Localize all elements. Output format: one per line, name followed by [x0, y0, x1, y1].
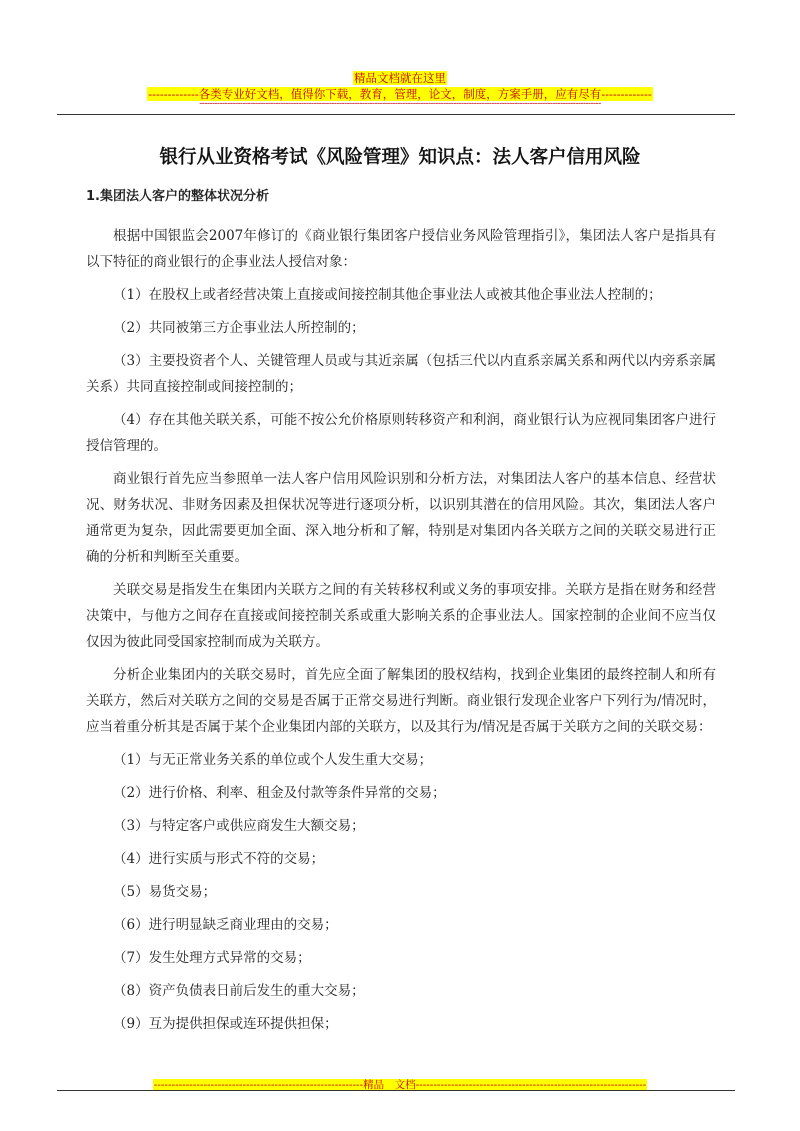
paragraph-criterion-2: （2）共同被第三方企事业法人所控制的； — [113, 320, 365, 336]
header-rule — [57, 114, 735, 115]
list-item: （7）发生处理方式异常的交易； — [113, 950, 311, 966]
paragraph-intro: 根据中国银监会2007年修订的《商业银行集团客户授信业务风险管理指引》，集团法人客户是指具有以下特征的商业银行的企事业法人授信对象： — [86, 228, 716, 270]
list-item: （2）进行价格、利率、租金及付款等条件异常的交易； — [113, 785, 446, 801]
page-title: 银行从业资格考试《风险管理》知识点：法人客户信用风险 — [159, 147, 641, 168]
paragraph-criterion-1: （1）在股权上或者经营决策上直接或间接控制其他企事业法人或被其他企事业法人控制的； — [113, 287, 662, 303]
footer-rule — [57, 1090, 735, 1091]
footer-text: -----------------------------------------------------------精品 文档----------------------------------------------------------------- — [153, 1079, 647, 1091]
list-item: （1）与无正常业务关系的单位或个人发生重大交易； — [113, 752, 433, 768]
section-heading: 1.集团法人客户的整体状况分析 — [86, 189, 269, 204]
header-dashed-line: -------------------------------------------------------------------------------------------------------------------------------------------------------------- — [199, 99, 601, 109]
list-item: （3）与特定客户或供应商发生大额交易； — [113, 818, 365, 834]
header-line-2: -------------各类专业好文档，值得你下载，教育，管理，论文，制度，方案手册，应有尽有------------- — [148, 87, 652, 101]
list-item: （6）进行明显缺乏商业理由的交易； — [113, 917, 338, 933]
paragraph-analysis-method: 分析企业集团内的关联交易时，首先应全面了解集团的股权结构，找到企业集团的最终控制人和所有关联方，然后对关联方之间的交易是否属于正常交易进行判断。商业银行发现企业客户下列行为/情况时，应当着重分析其是否属于某个企业集团内部的关联方，以及其行为/情况是否属于关联方之间的关联交易： — [86, 667, 716, 735]
list-item: （8）资产负债表日前后发生的重大交易； — [113, 983, 365, 999]
paragraph-related-transactions: 关联交易是指发生在集团内关联方之间的有关转移权利或义务的事项安排。关联方是指在财务和经营决策中，与他方之间存在直接或间接控制关系或重大影响关系的企事业法人。国家控制的企业间不应当仅仅因为彼此同受国家控制而成为关联方。 — [86, 582, 716, 650]
header-line-1: 精品文档就在这里 — [354, 71, 446, 85]
paragraph-criterion-4: （4）存在其他关联关系，可能不按公允价格原则转移资产和利润，商业银行认为应视同集团客户进行授信管理的。 — [86, 412, 716, 454]
paragraph-criterion-3: （3）主要投资者个人、关键管理人员或与其近亲属（包括三代以内直系亲属关系和两代以内旁系亲属关系）共同直接控制或间接控制的； — [86, 353, 716, 395]
paragraph-analysis: 商业银行首先应当参照单一法人客户信用风险识别和分析方法，对集团法人客户的基本信息、经营状况、财务状况、非财务因素及担保状况等进行逐项分析，以识别其潜在的信用风险。其次，集团法人客户通常更为复杂，因此需要更加全面、深入地分析和了解，特别是对集团内各关联方之间的关联交易进行正确的分析和判断至关重要。 — [86, 471, 716, 565]
list-item: （4）进行实质与形式不符的交易； — [113, 851, 325, 867]
list-item: （9）互为提供担保或连环提供担保； — [113, 1016, 338, 1032]
document-body — [86, 185, 716, 1044]
list-item: （5）易货交易； — [113, 884, 217, 900]
